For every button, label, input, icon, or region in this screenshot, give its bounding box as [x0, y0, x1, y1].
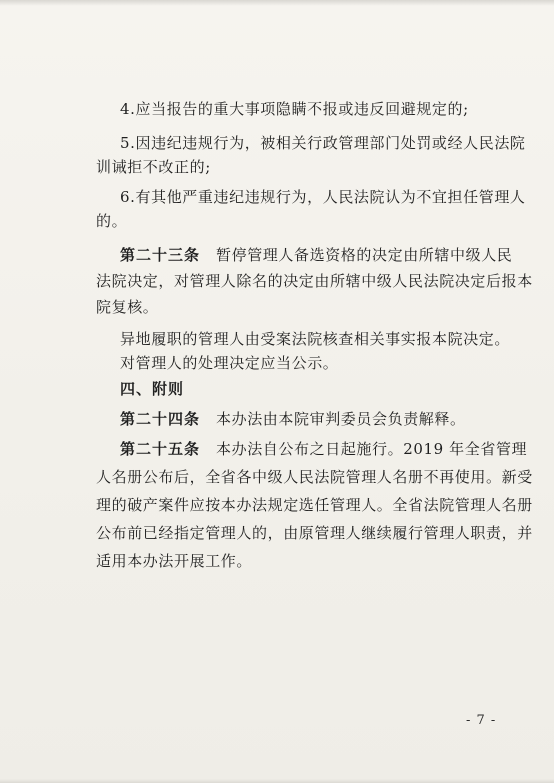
- article-23-paragraph-2: 异地履职的管理人由受案法院核查相关事实报本院决定。: [120, 330, 511, 348]
- article-25-line-2: 人名册公布后，全省各中级人民法院管理人名册不再使用。新受: [96, 468, 533, 486]
- article-23-heading: 第二十三条: [120, 246, 201, 264]
- article-25-line-1: 本办法自公布之日起施行。2019 年全省管理: [216, 440, 528, 458]
- section-heading: 四、附则: [120, 380, 185, 398]
- article-25-line-4: 公布前已经指定管理人的，由原管理人继续履行管理人职责，并: [96, 524, 533, 542]
- page-number: - 7 -: [466, 713, 497, 728]
- article-23-line-2: 法院决定，对管理人除名的决定由所辖中级人民法院决定后报本: [96, 272, 533, 290]
- item-6-line-1: 6.有其他严重违纪违规行为，人民法院认为不宜担任管理人: [120, 188, 526, 206]
- item-5-line-2: 训诫拒不改正的;: [96, 158, 211, 176]
- scan-edge-top: [0, 0, 554, 6]
- scan-edge-bottom: [0, 779, 554, 783]
- item-5-line-1: 5.因违纪违规行为，被相关行政管理部门处罚或经人民法院: [120, 134, 526, 152]
- article-24-heading: 第二十四条: [120, 410, 201, 428]
- item-6-line-2: 的。: [96, 212, 128, 230]
- article-23-line-3: 院复核。: [96, 298, 159, 316]
- article-23-line-1: 暂停管理人备选资格的决定由所辖中级人民: [216, 246, 513, 264]
- article-25-line-3: 理的破产案件应按本办法规定选任管理人。全省法院管理人名册: [96, 496, 533, 514]
- item-4-line-1: 4.应当报告的重大事项隐瞒不报或违反回避规定的;: [120, 100, 469, 118]
- article-25-heading: 第二十五条: [120, 440, 201, 458]
- article-23-paragraph-3: 对管理人的处理决定应当公示。: [120, 354, 339, 372]
- article-25-line-5: 适用本办法开展工作。: [96, 552, 253, 570]
- article-24-text: 本办法由本院审判委员会负责解释。: [216, 410, 466, 428]
